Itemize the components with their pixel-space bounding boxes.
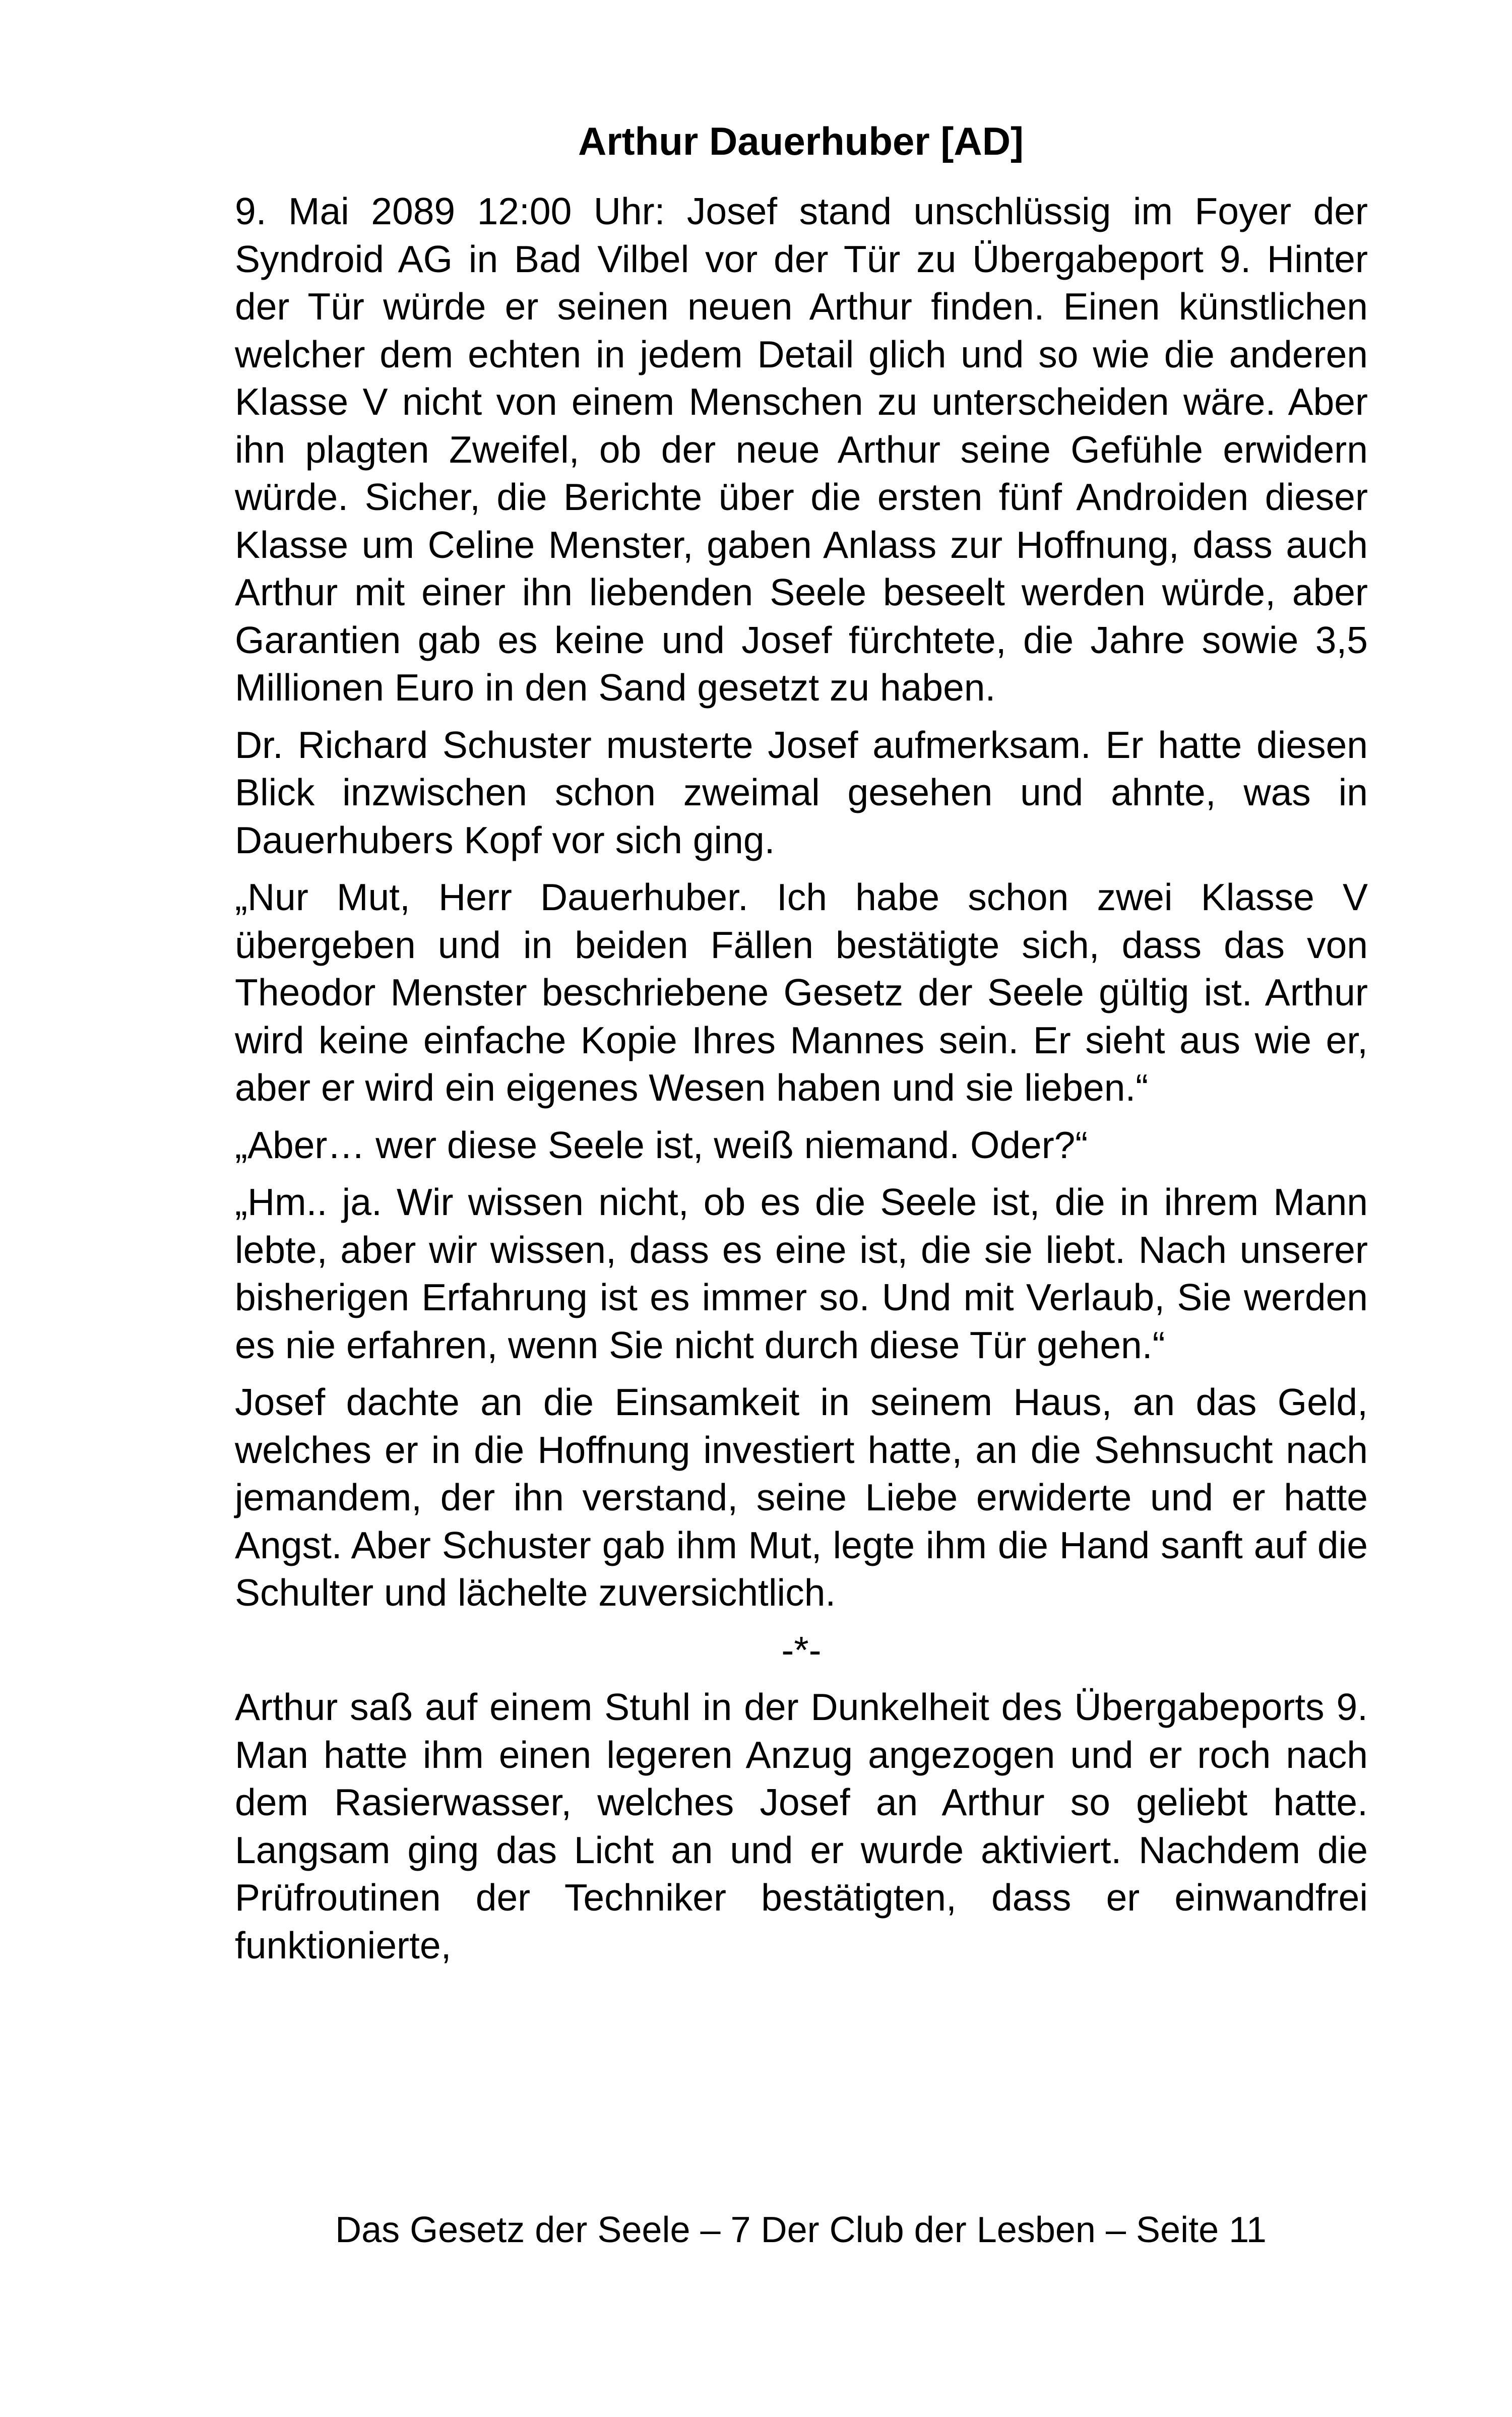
chapter-title: Arthur Dauerhuber [AD] — [578, 119, 1024, 163]
paragraph-7: Arthur saß auf einem Stuhl in der Dunkelheit des Übergabeports 9. Man hatte ihm einen legeren Anzug angezogen und er roch nach dem Rasierwasser, welches Josef an Arthur so geliebt hatte. Langsam ging das Licht an und er wurde aktiviert. Nachdem die Prüfroutinen der Techniker bestätigten, dass er einwandfrei funktionierte, — [235, 1686, 1368, 1966]
paragraph-6: Josef dachte an die Einsamkeit in seinem Haus, an das Geld, welches er in die Hoffnung investiert hatte, an die Sehnsucht nach jemandem, der ihn verstand, seine Liebe erwiderte und er hatte Angst. Aber Schuster gab ihm Mut, legte ihm die Hand sanft auf die Schulter und lächelte zuversichtlich. — [235, 1381, 1368, 1614]
paragraph-3: „Nur Mut, Herr Dauerhuber. Ich habe schon zwei Klasse V übergeben und in beiden Fällen bestätigte sich, dass das von Theodor Menster beschriebene Gesetz der Seele gültig ist. Arthur wird keine einfache Kopie Ihres Mannes sein. Er sieht aus wie er, aber er wird ein eigenes Wesen haben und sie lieben.“ — [235, 876, 1368, 1109]
paragraph-4: „Aber… wer diese Seele ist, weiß niemand. Oder?“ — [235, 1123, 1088, 1166]
body-text — [235, 187, 1368, 1979]
page-footer: Das Gesetz der Seele – 7 Der Club der Lesben – Seite 11 — [335, 2210, 1267, 2250]
paragraph-1: 9. Mai 2089 12:00 Uhr: Josef stand unschlüssig im Foyer der Syndroid AG in Bad Vilbel vor der Tür zu Übergabeport 9. Hinter der Tür würde er seinen neuen Arthur finden. Einen künstlichen welcher dem echten in jedem Detail glich und so wie die anderen Klasse V nicht von einem Menschen zu unterscheiden wäre. Aber ihn plagten Zweifel, ob der neue Arthur seine Gefühle erwidern würde. Sicher, die Berichte über die ersten fünf Androiden dieser Klasse um Celine Menster, gaben Anlass zur Hoffnung, dass auch Arthur mit einer ihn liebenden Seele beseelt werden würde, aber Garantien gab es keine und Josef fürchtete, die Jahre sowie 3,5 Millionen Euro in den Sand gesetzt zu haben. — [235, 190, 1368, 709]
scene-separator: -*- — [781, 1628, 822, 1671]
paragraph-2: Dr. Richard Schuster musterte Josef aufmerksam. Er hatte diesen Blick inzwischen schon zweimal gesehen und ahnte, was in Dauerhubers Kopf vor sich ging. — [235, 723, 1368, 861]
paragraph-5: „Hm.. ja. Wir wissen nicht, ob es die Seele ist, die in ihrem Mann lebte, aber wir wissen, dass es eine ist, die sie liebt. Nach unserer bisherigen Erfahrung ist es immer so. Und mit Verlaub, Sie werden es nie erfahren, wenn Sie nicht durch diese Tür gehen.“ — [235, 1181, 1368, 1366]
